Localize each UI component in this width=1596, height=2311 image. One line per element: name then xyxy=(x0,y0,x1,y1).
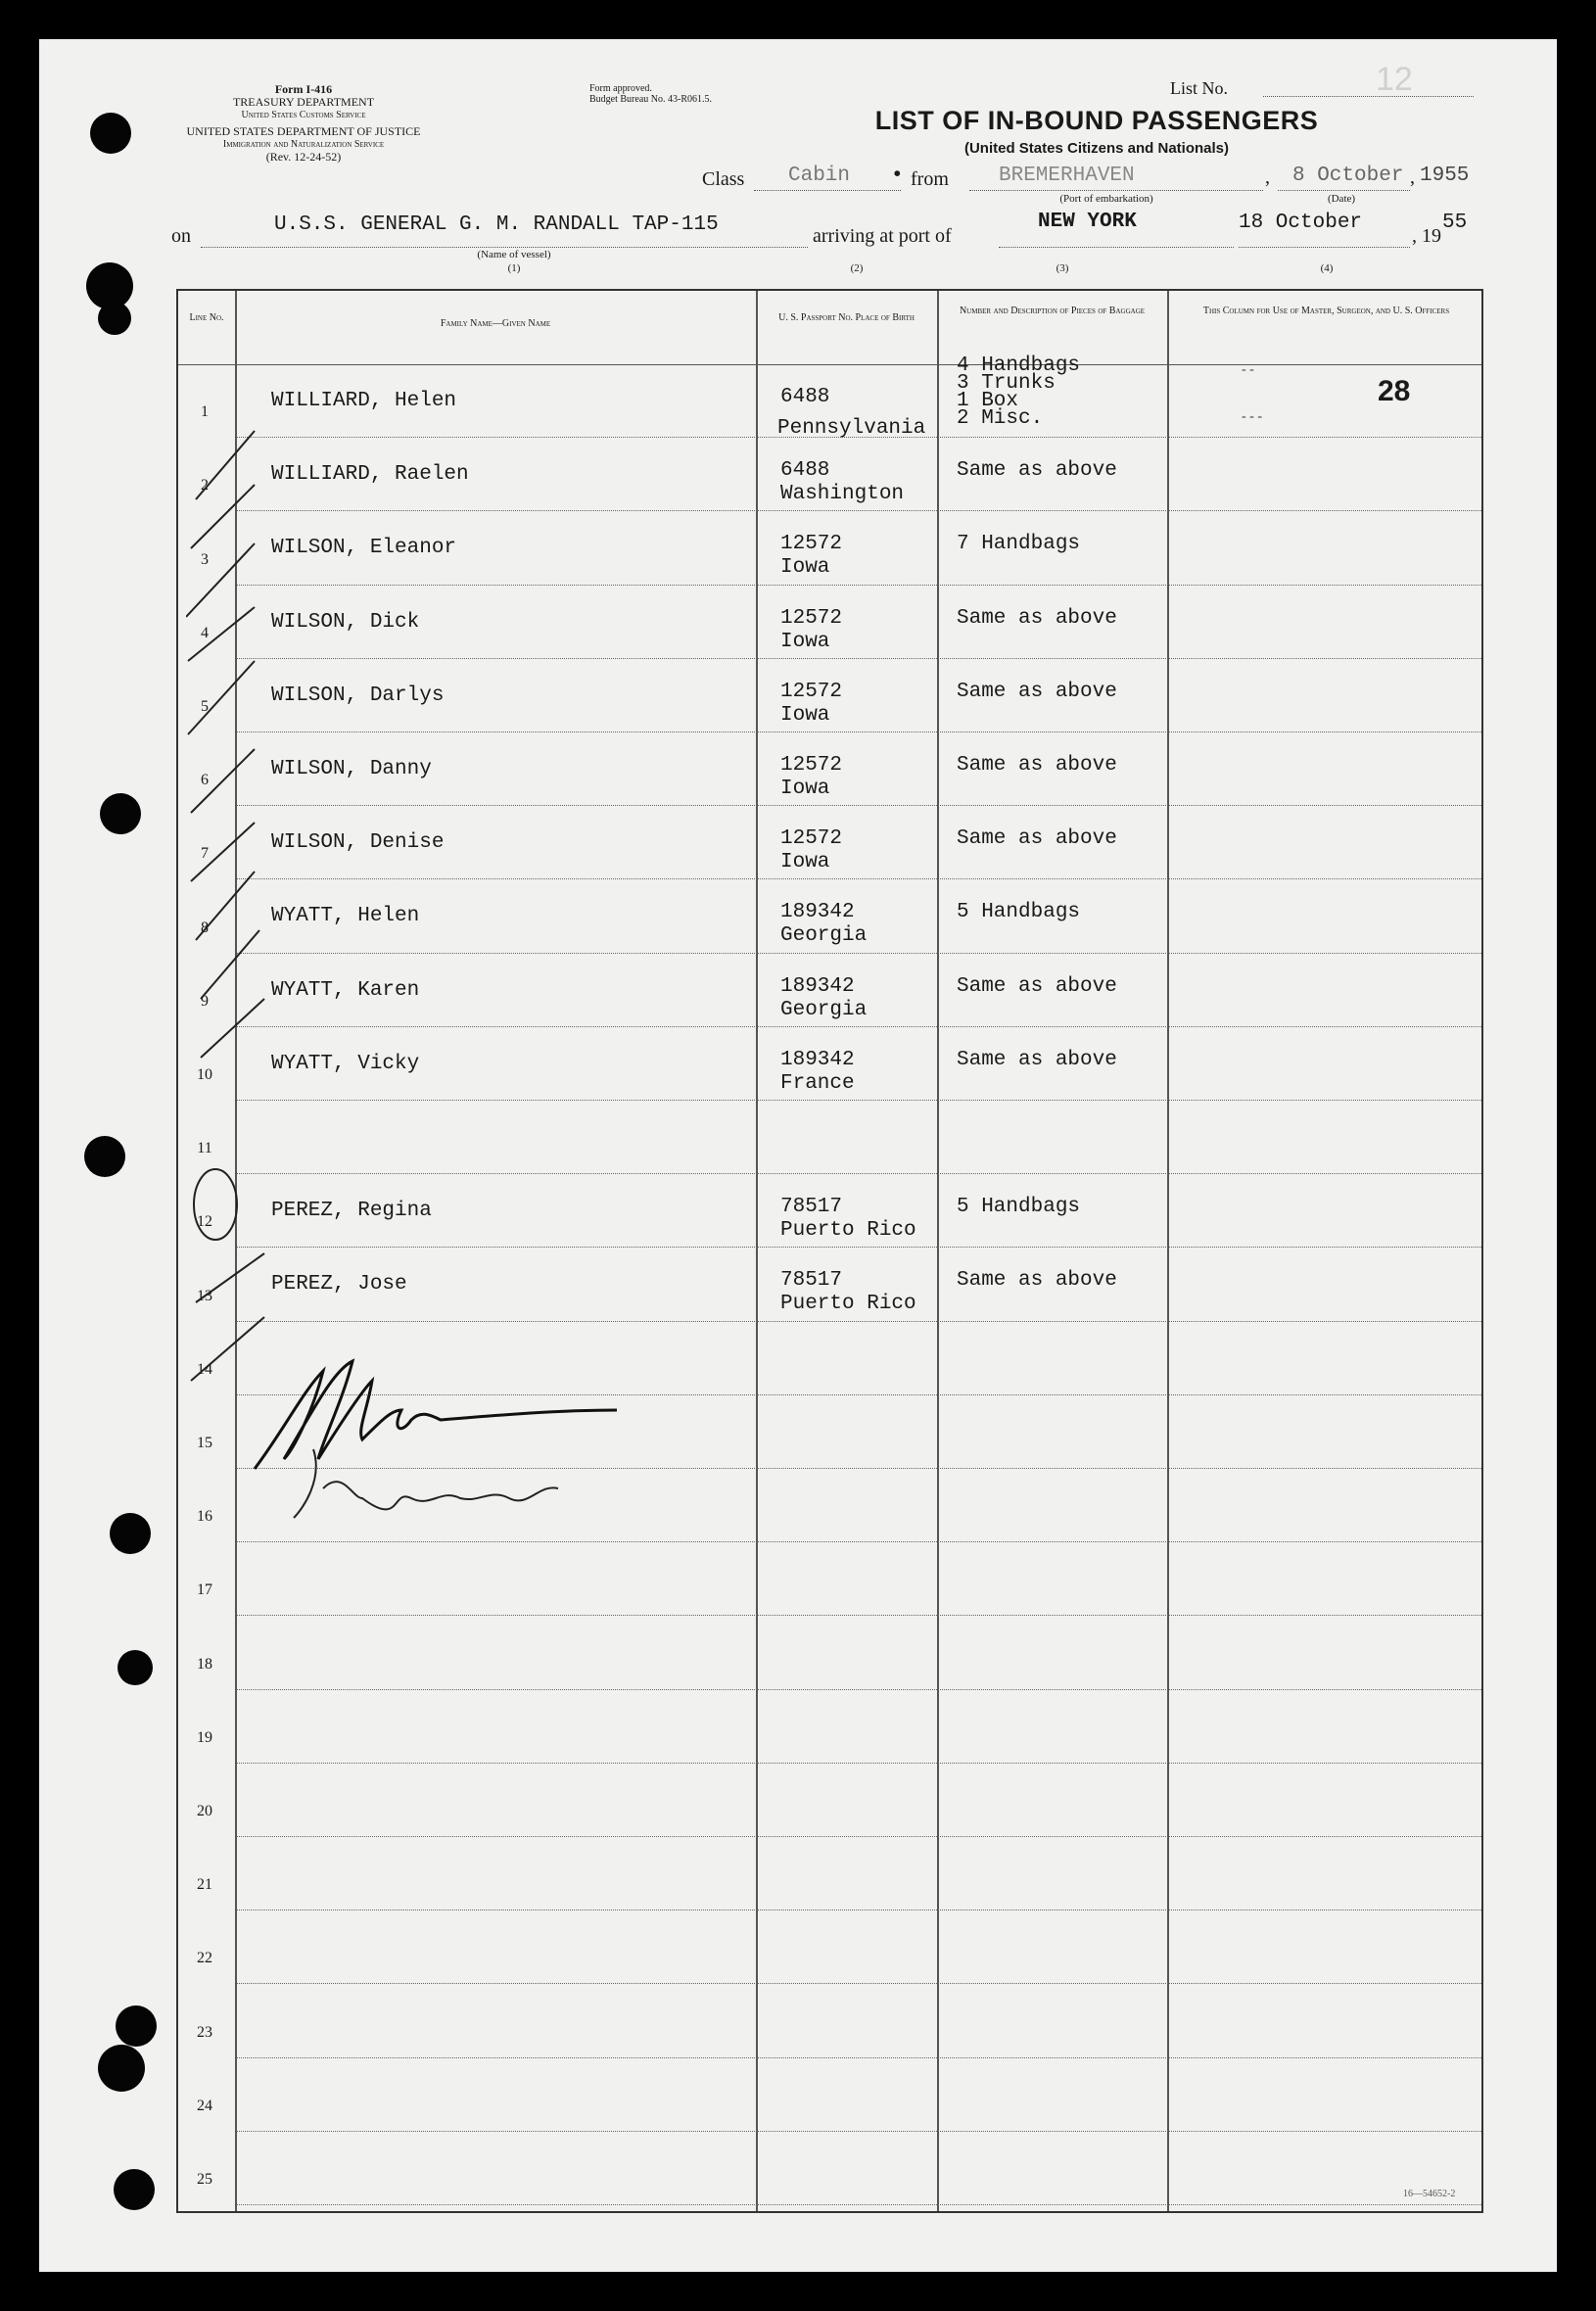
footer-print-code: 16—54652-2 xyxy=(1403,2189,1456,2199)
ins-service: Immigration and Naturalization Service xyxy=(222,139,385,150)
arrival-port-line xyxy=(999,247,1234,248)
line-number: 4 xyxy=(201,624,209,641)
baggage-item: Same as above xyxy=(957,1048,1117,1071)
row-divider xyxy=(237,658,1481,659)
col-officers: This Column for Use of Master, Surgeon, and U. S. Officers xyxy=(1202,306,1450,316)
passport-number: 78517 xyxy=(780,1196,843,1219)
baggage-description xyxy=(957,608,1117,630)
line-number: 16 xyxy=(197,1508,212,1526)
passport-number: 189342 xyxy=(780,974,855,998)
baggage-description xyxy=(957,1050,1117,1071)
table-row xyxy=(178,955,1481,1028)
col-caption-1: (1) xyxy=(507,262,521,274)
treasury-dept: TREASURY DEPARTMENT xyxy=(232,95,375,109)
baggage-item: Same as above xyxy=(957,606,1117,630)
baggage-item: Same as above xyxy=(957,1269,1117,1293)
class-label: Class xyxy=(702,168,745,190)
place-of-birth: Washington xyxy=(780,483,905,506)
baggage-item: Same as above xyxy=(957,827,1117,851)
place-of-birth: Iowa xyxy=(780,778,830,800)
baggage-item: Same as above xyxy=(957,974,1117,998)
row-divider xyxy=(237,510,1481,511)
place-of-birth: Iowa xyxy=(780,630,830,653)
place-of-birth: Iowa xyxy=(780,703,830,727)
col-caption-4: (4) xyxy=(1320,262,1334,274)
table-row xyxy=(178,1543,1481,1617)
form-approved: Form approved. xyxy=(589,83,652,94)
row-divider xyxy=(237,1836,1481,1837)
line-number: 24 xyxy=(197,2097,212,2114)
date-line xyxy=(1278,190,1410,191)
table-row xyxy=(178,1028,1481,1102)
table-row xyxy=(178,807,1481,880)
justice-dept: UNITED STATES DEPARTMENT OF JUSTICE xyxy=(186,124,421,138)
table-row xyxy=(178,1249,1481,1322)
baggage-description xyxy=(957,755,1117,777)
line-number: 18 xyxy=(197,1655,212,1673)
line-number: 14 xyxy=(197,1360,212,1378)
departure-year: 1955 xyxy=(1420,165,1470,187)
table-row xyxy=(178,880,1481,954)
row-divider xyxy=(237,731,1481,732)
baggage-item: 5 Handbags xyxy=(957,901,1081,924)
table-row xyxy=(178,1838,1481,1911)
form-number: Form I-416 xyxy=(274,82,333,96)
on-label: on xyxy=(171,225,191,247)
comma: , xyxy=(1410,166,1415,188)
line-number: 5 xyxy=(201,697,209,715)
place-of-birth: Puerto Rico xyxy=(780,1293,916,1316)
place-of-birth: Iowa xyxy=(780,556,830,580)
baggage-description xyxy=(957,828,1117,850)
class-mark: • xyxy=(891,165,904,187)
row-divider xyxy=(237,953,1481,954)
passenger-name: PEREZ, Jose xyxy=(271,1273,407,1297)
passenger-name: WILLIARD, Helen xyxy=(271,390,457,412)
col-name: Family Name—Given Name xyxy=(440,318,551,329)
table-row xyxy=(178,587,1481,660)
passport-number: 12572 xyxy=(780,754,843,777)
table-row xyxy=(178,1985,1481,2058)
row-divider xyxy=(237,1100,1481,1101)
table-row xyxy=(178,660,1481,733)
port-of-embarkation: BREMERHAVEN xyxy=(999,165,1135,187)
departure-date: 8 October xyxy=(1292,165,1404,187)
table-row xyxy=(178,1102,1481,1175)
row-divider xyxy=(237,1689,1481,1690)
page-title: LIST OF IN-BOUND PASSENGERS xyxy=(874,106,1319,135)
baggage-item: 5 Handbags xyxy=(957,1196,1081,1219)
baggage-description xyxy=(957,682,1117,703)
line-number: 12 xyxy=(197,1213,212,1231)
baggage-description xyxy=(957,460,1117,482)
baggage-description xyxy=(957,902,1080,923)
issuing-agencies xyxy=(108,83,499,164)
line-number: 19 xyxy=(197,1728,212,1746)
table-row xyxy=(178,1765,1481,1838)
passenger-name: WILLIARD, Raelen xyxy=(271,463,469,487)
line-number: 22 xyxy=(197,1950,212,1967)
line-number: 9 xyxy=(201,992,209,1010)
table-row xyxy=(178,1175,1481,1249)
baggage-description xyxy=(957,1197,1080,1218)
arrival-date: 18 October xyxy=(1239,212,1363,234)
table-row xyxy=(178,512,1481,586)
arriving-label: arriving at port of xyxy=(813,225,952,247)
punch-hole xyxy=(98,2045,145,2092)
passport-number: 12572 xyxy=(780,827,843,851)
table-row xyxy=(178,733,1481,807)
arrival-year-prefix: 19 xyxy=(1422,225,1441,247)
row-divider xyxy=(237,805,1481,806)
date-caption: (Date) xyxy=(1327,193,1356,205)
line-number: 21 xyxy=(197,1876,212,1894)
table-row xyxy=(178,2059,1481,2133)
punch-hole xyxy=(98,302,131,335)
passport-number: 6488 xyxy=(780,386,830,408)
place-of-birth: France xyxy=(780,1071,855,1095)
baggage-item: 4 Handbags xyxy=(957,354,1081,377)
list-no-line xyxy=(1263,96,1474,97)
place-of-birth: Georgia xyxy=(780,924,868,948)
vessel-name: U.S.S. GENERAL G. M. RANDALL TAP-115 xyxy=(274,213,719,236)
baggage-description xyxy=(957,1270,1117,1292)
arrival-port: NEW YORK xyxy=(1038,211,1137,233)
table-row xyxy=(178,2133,1481,2206)
row-divider xyxy=(237,1983,1481,1984)
page-subtitle: (United States Citizens and Nationals) xyxy=(963,140,1230,157)
baggage-description xyxy=(957,976,1117,998)
port-caption: (Port of embarkation) xyxy=(1059,193,1153,205)
arrival-year-suffix: 55 xyxy=(1442,212,1468,234)
officer-marks: - - - xyxy=(1242,409,1262,424)
line-number: 11 xyxy=(197,1140,212,1157)
line-number: 20 xyxy=(197,1802,212,1819)
passenger-name: WILSON, Eleanor xyxy=(271,537,457,560)
line-number: 25 xyxy=(197,2170,212,2188)
col-caption-3: (3) xyxy=(1056,262,1069,274)
row-divider xyxy=(237,878,1481,879)
place-of-birth: Puerto Rico xyxy=(780,1219,916,1243)
place-of-birth: Pennsylvania xyxy=(777,417,926,440)
passenger-name: WILSON, Darlys xyxy=(271,684,445,707)
table-row xyxy=(178,354,1481,440)
punch-hole xyxy=(100,793,141,834)
passenger-name: WILSON, Dick xyxy=(271,610,420,634)
customs-service: United States Customs Service xyxy=(241,110,366,120)
punch-hole xyxy=(84,1136,125,1177)
line-number: 7 xyxy=(201,845,209,863)
place-of-birth: Iowa xyxy=(780,851,830,874)
baggage-item: 3 Trunks xyxy=(957,372,1056,395)
officer-note: 28 xyxy=(1378,375,1411,407)
row-divider xyxy=(237,585,1481,586)
col-passport: U. S. Passport No. Place of Birth xyxy=(778,312,915,323)
list-no-value: 12 xyxy=(1376,61,1413,98)
table-row xyxy=(178,1911,1481,1985)
line-number: 10 xyxy=(197,1065,212,1083)
baggage-item: Same as above xyxy=(957,459,1117,483)
passport-number: 12572 xyxy=(780,606,843,630)
passport-number: 6488 xyxy=(780,459,830,483)
table-row xyxy=(178,439,1481,512)
vessel-line xyxy=(201,247,808,248)
table-row xyxy=(178,1691,1481,1765)
passenger-name: WYATT, Vicky xyxy=(271,1052,420,1075)
line-number: 3 xyxy=(201,550,209,568)
document-page xyxy=(39,39,1557,2272)
col-line-no: Line No. xyxy=(189,312,224,323)
col-baggage: Number and Description of Pieces of Baggage xyxy=(959,306,1146,316)
line-number: 6 xyxy=(201,772,209,789)
row-divider xyxy=(237,1247,1481,1248)
baggage-item: 2 Misc. xyxy=(957,407,1044,430)
punch-hole xyxy=(117,1650,153,1685)
passenger-table xyxy=(176,289,1483,2213)
line-number: 2 xyxy=(201,477,209,495)
line-number: 13 xyxy=(197,1287,212,1304)
baggage-item: Same as above xyxy=(957,754,1117,777)
passenger-name: WILSON, Danny xyxy=(271,758,432,780)
list-no-label: List No. xyxy=(1170,78,1229,98)
class-line xyxy=(754,190,901,191)
line-number: 1 xyxy=(201,403,209,421)
passport-number: 12572 xyxy=(780,533,843,556)
table-row xyxy=(178,1617,1481,1690)
line-number: 8 xyxy=(201,919,209,936)
line-number: 23 xyxy=(197,2023,212,2041)
check-marks xyxy=(186,411,343,1391)
passport-number: 189342 xyxy=(780,1048,855,1071)
row-divider xyxy=(237,1173,1481,1174)
baggage-description xyxy=(957,534,1080,555)
officer-marks: - - xyxy=(1242,362,1254,377)
budget-bureau: Budget Bureau No. 43-R061.5. xyxy=(589,94,712,105)
passport-number: 78517 xyxy=(780,1269,843,1293)
row-divider xyxy=(237,2131,1481,2132)
row-divider xyxy=(237,1763,1481,1764)
row-divider xyxy=(237,2204,1481,2205)
baggage-item: 1 Box xyxy=(957,390,1019,412)
vessel-caption: (Name of vessel) xyxy=(477,249,551,260)
baggage-item: 7 Handbags xyxy=(957,533,1081,556)
passenger-name: PEREZ, Regina xyxy=(271,1200,432,1223)
baggage-item: Same as above xyxy=(957,680,1117,703)
passenger-name: WYATT, Helen xyxy=(271,905,420,928)
row-divider xyxy=(237,1321,1481,1322)
comma: , xyxy=(1265,166,1270,188)
class-value: Cabin xyxy=(788,165,851,187)
embark-line xyxy=(969,190,1263,191)
from-label: from xyxy=(911,168,949,190)
place-of-birth: Georgia xyxy=(780,998,868,1021)
punch-hole xyxy=(110,1513,151,1554)
passport-number: 12572 xyxy=(780,680,843,703)
form-title-block xyxy=(842,106,1351,157)
punch-hole xyxy=(116,2005,157,2047)
passenger-name: WILSON, Denise xyxy=(271,831,445,855)
row-divider xyxy=(237,1615,1481,1616)
line-number: 17 xyxy=(197,1581,212,1599)
approval-note xyxy=(589,83,712,105)
punch-hole xyxy=(114,2169,155,2210)
row-divider xyxy=(237,1026,1481,1027)
passport-number: 189342 xyxy=(780,901,855,924)
line-number: 15 xyxy=(197,1434,212,1451)
passenger-name: WYATT, Karen xyxy=(271,978,420,1002)
comma: , xyxy=(1412,225,1417,247)
col-caption-2: (2) xyxy=(850,262,864,274)
arrival-date-line xyxy=(1239,247,1410,248)
revision-date: (Rev. 12-24-52) xyxy=(265,150,342,164)
row-divider xyxy=(237,2057,1481,2058)
baggage-description xyxy=(957,354,1081,430)
